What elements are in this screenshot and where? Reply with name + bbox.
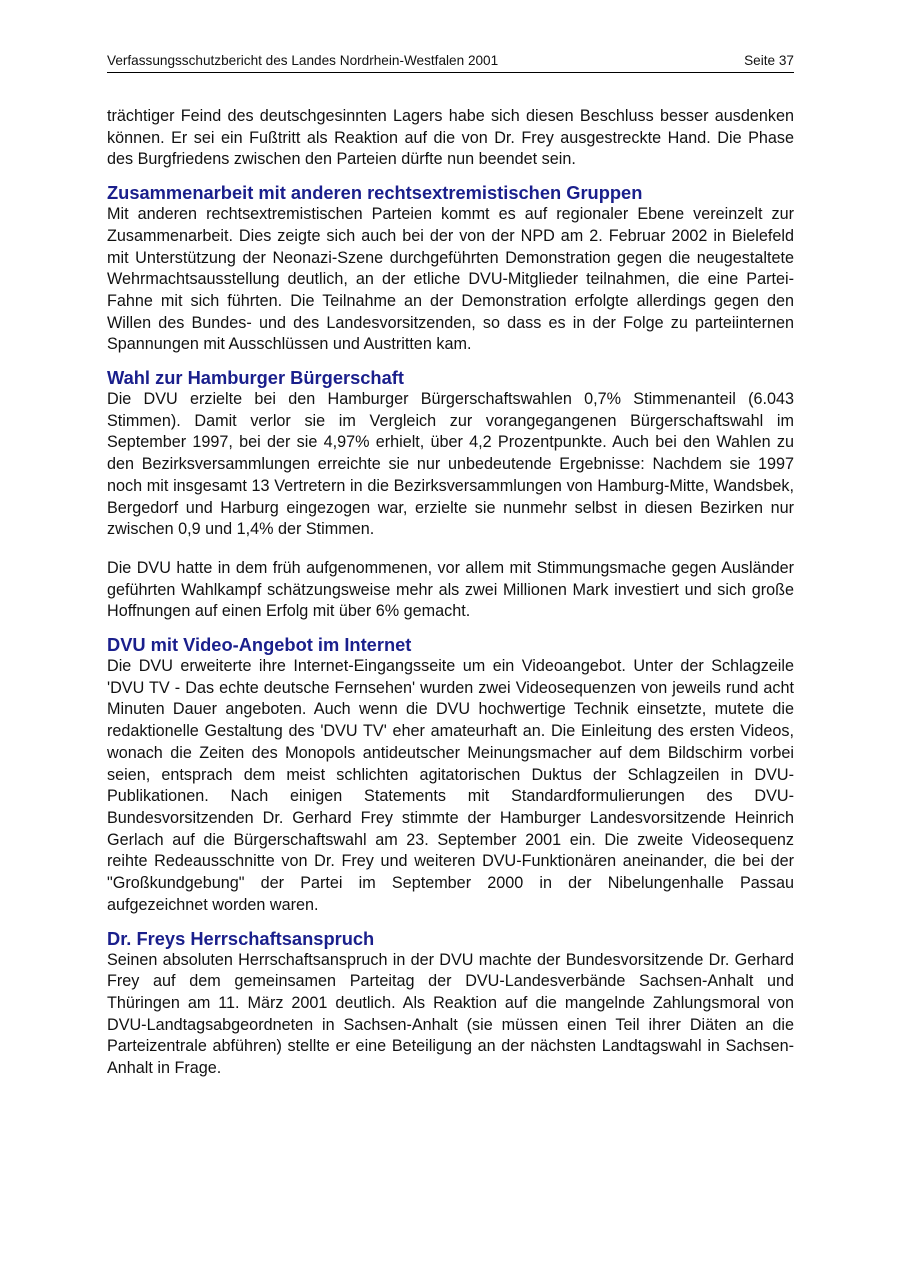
section-heading: Dr. Freys Herrschaftsanspruch (107, 927, 375, 949)
page-header (107, 52, 794, 73)
section-paragraph: Die DVU erweiterte ihre Internet-Eingangsseite um ein Videoangebot. Unter der Schlagzeile 'DVU TV - Das echte deutsche Fernsehen' wurden zwei Videosequenzen von jeweils rund acht Minuten Dauer angeboten. Auch wenn die DVU hochwertige Technik einsetzte, mutete die redaktionelle Gestaltung des 'DVU TV' eher amateurhaft an. Die Einleitung des ersten Videos, wonach die Zeiten des Monopols antideutscher Meinungsmacher auf dem Bildschirm vorbei seien, entsprach dem meist schlichten agitatorischen Duktus der Schlagzeilen in DVU-Publikationen. Nach einigen Statements mit Standardformulierungen des DVU-Bundesvorsitzenden Dr. Gerhard Frey stimmte der Hamburger Landesvorsitzende Heinrich Gerlach auf die Bürgerschaftswahl am 23. September 2001 ein. Die zweite Videosequenz reihte Redeausschnitte von Dr. Frey und weiteren DVU-Funktionären aneinander, die bei der "Großkundgebung" der Partei im September 2000 in der Nibelungenhalle Passau aufgezeichnet worden waren. (107, 657, 794, 914)
section-heading: Zusammenarbeit mit anderen rechtsextremistischen Gruppen (107, 182, 643, 204)
section-paragraph: Seinen absoluten Herrschaftsanspruch in der DVU machte der Bundesvorsitzende Dr. Gerhard Frey auf dem gemeinsamen Parteitag der DVU-Landesverbände Sachsen-Anhalt und Thüringen am 11. März 2001 deutlich. Als Reaktion auf die mangelnde Zahlungsmoral von DVU-Landtagsabgeordneten in Sachsen-Anhalt (sie müssen einen Teil ihrer Diäten an die Parteizentrale abführen) stellte er eine Beteiligung an der nächsten Landtagswahl in Sachsen-Anhalt in Frage. (107, 950, 794, 1078)
document-body (107, 106, 794, 1080)
section-paragraph: Die DVU erzielte bei den Hamburger Bürgerschaftswahlen 0,7% Stimmenanteil (6.043 Stimmen). Damit verlor sie im Vergleich zur vorangegangenen Bürgerschaftswahl im September 1997, bei der sie 4,97% erhielt, über 4,2 Prozentpunkte. Auch bei den Wahlen zu den Bezirksversammlungen erreichte sie nur unbedeutende Ergebnisse: Nachdem sie 1997 noch mit insgesamt 13 Vertretern in die Bezirksversammlungen von Hamburg-Mitte, Wandsbek, Bergedorf und Harburg eingezogen war, erzielte sie nunmehr selbst in diesen Bezirken nur zwischen 0,9 und 1,4% der Stimmen. (107, 390, 794, 539)
section-paragraph: Mit anderen rechtsextremistischen Parteien kommt es auf regionaler Ebene vereinzelt zur Zusammenarbeit. Dies zeigte sich auch bei der von der NPD am 2. Februar 2002 in Bielefeld mit Unterstützung der Neonazi-Szene durchgeführten Demonstration gegen die neugestaltete Wehrmachtsausstellung deutlich, an der etliche DVU-Mitglieder teilnahmen, die eine Partei-Fahne mit sich führten. Die Teilnahme an der Demonstration erfolgte allerdings gegen den Willen des Bundes- und des Landesvorsitzenden, so dass es in der Folge zu parteiinternen Spannungen mit Ausschlüssen und Austritten kam. (107, 205, 794, 354)
section-heading: Wahl zur Hamburger Bürgerschaft (107, 367, 404, 389)
section-paragraph: Die DVU hatte in dem früh aufgenommenen, vor allem mit Stimmungsmache gegen Ausländer geführten Wahlkampf schätzungsweise mehr als zwei Millionen Mark investiert und sich große Hoffnungen auf einen Erfolg mit über 6% gemacht. (107, 558, 794, 621)
intro-paragraph: trächtiger Feind des deutschgesinnten Lagers habe sich diesen Beschluss besser ausdenken können. Er sei ein Fußtritt als Reaktion auf die von Dr. Frey ausgestreckte Hand. Die Phase des Burgfriedens zwischen den Parteien dürfte nun beendet sein. (107, 107, 794, 169)
section-heading: DVU mit Video-Angebot im Internet (107, 634, 412, 656)
header-title: Verfassungsschutzbericht des Landes Nordrhein-Westfalen 2001 (107, 53, 499, 68)
page-number: Seite 37 (744, 53, 794, 68)
